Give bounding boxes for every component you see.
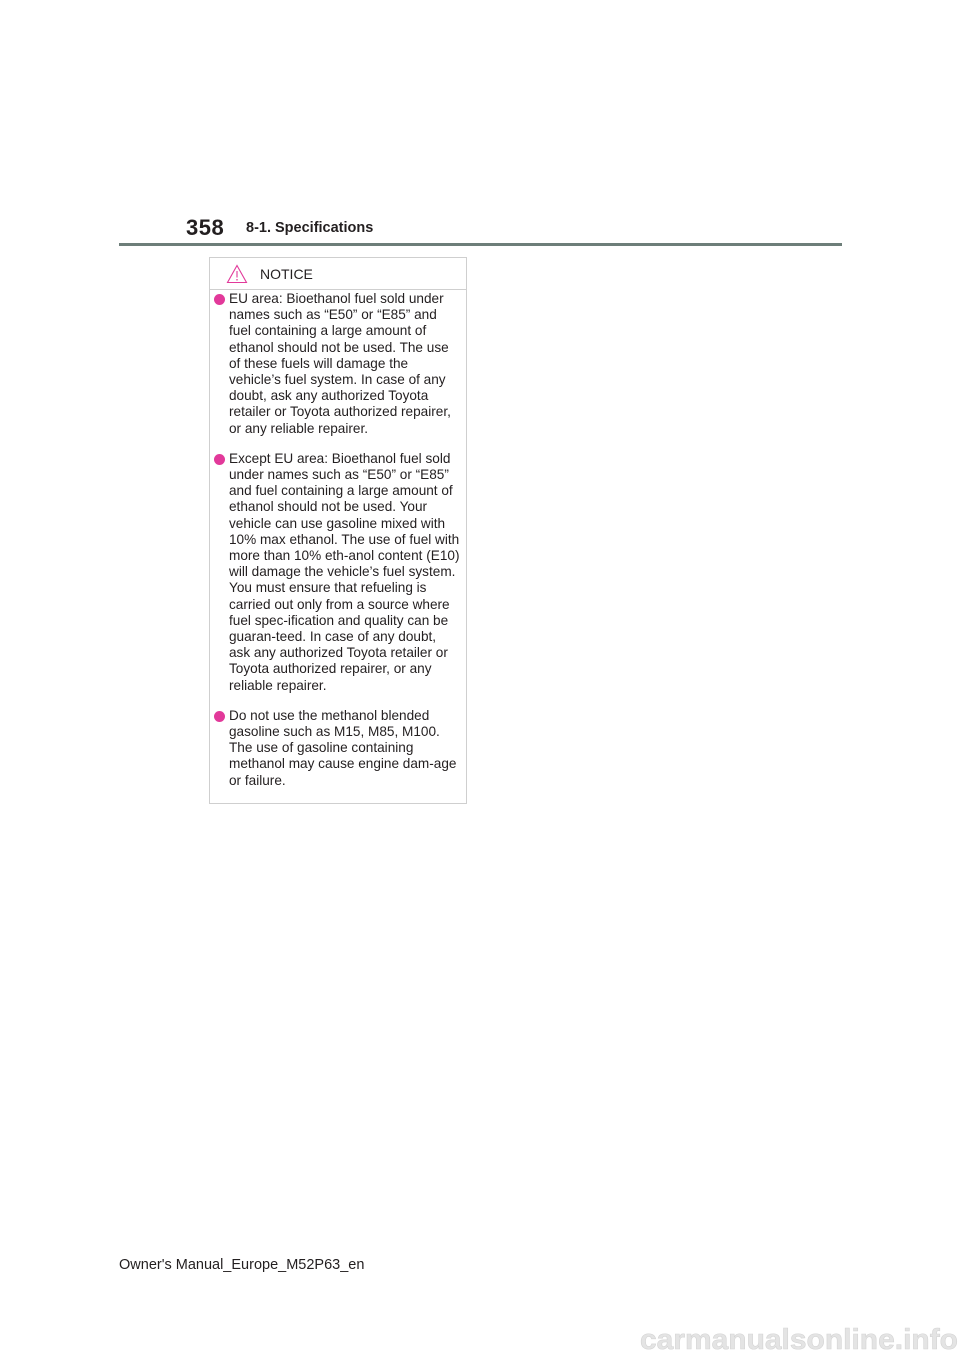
page-number: 358 (186, 215, 225, 240)
header-rule (119, 243, 842, 246)
bullet-icon (214, 294, 225, 305)
notice-box (209, 257, 467, 804)
warning-triangle-icon (226, 264, 248, 284)
notice-item-text: Except EU area: Bioethanol fuel sold under names such as “E50” or “E85” and fuel containing a large amount of ethanol should not be used. Your vehicle can use gasoline mixed with 10% max ethanol. The use of fuel with more than 10% eth-anol content (E10) will damage the vehicle’s fuel system. You must ensure that refueling is carried out only from a source where fuel spec-ification and quality can be guaran-teed. In case of any doubt, ask any authorized Toyota retailer or Toyota authorized repairer, or any reliable repairer. (229, 450, 460, 693)
notice-item (210, 291, 466, 437)
bullet-icon (214, 454, 225, 465)
notice-item (210, 451, 466, 694)
section-title: 8-1. Specifications (246, 220, 374, 236)
notice-label: NOTICE (260, 266, 313, 282)
notice-body (210, 290, 466, 789)
notice-item-text: Do not use the methanol blended gasoline such as M15, M85, M100. The use of gasoline containing methanol may cause engine dam-age or failure. (229, 707, 457, 788)
notice-item-text: EU area: Bioethanol fuel sold under names such as “E50” or “E85” and fuel containing a large amount of ethanol should not be used. The use of these fuels will damage the vehicle’s fuel system. In case of any doubt, ask any authorized Toyota retailer or Toyota authorized repairer, or any reliable repairer. (229, 291, 451, 436)
notice-header (210, 258, 466, 290)
footer-manual-name: Owner's Manual_Europe_M52P63_en (119, 1257, 365, 1273)
notice-item (210, 708, 466, 789)
svg-text:carmanualsonline.info: carmanualsonline.info (640, 1324, 958, 1356)
bullet-icon (214, 711, 225, 722)
watermark-logo (638, 1320, 960, 1358)
